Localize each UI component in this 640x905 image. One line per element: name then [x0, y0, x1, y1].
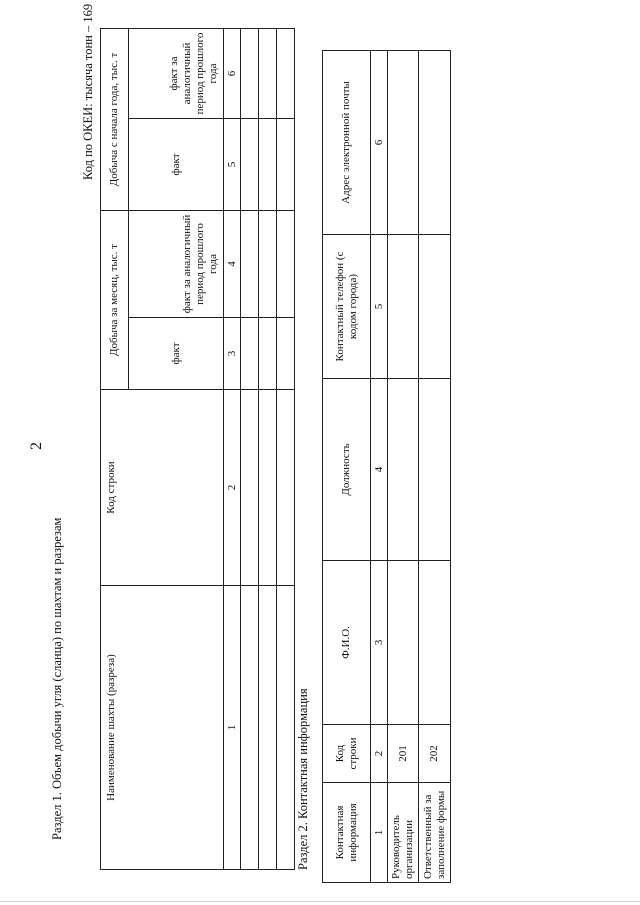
- header-row-code: Код строки: [101, 390, 224, 586]
- table-cell[interactable]: [259, 390, 277, 586]
- col-number-3: 3: [371, 561, 388, 725]
- table-cell[interactable]: [259, 119, 277, 211]
- table-cell[interactable]: [419, 379, 451, 561]
- header-month-fact: факт: [129, 318, 224, 390]
- header-fio: Ф.И.О.: [323, 561, 371, 725]
- table-cell[interactable]: [388, 379, 419, 561]
- row-label-responsible: Ответственный за заполнение формы: [419, 783, 451, 883]
- col-number-4: 4: [371, 379, 388, 561]
- table-cell[interactable]: [241, 586, 259, 870]
- col-number-6: 6: [224, 28, 241, 118]
- page-number: 2: [28, 442, 45, 450]
- header-email: Адрес электронной почты: [323, 51, 371, 235]
- table-cell[interactable]: [277, 119, 295, 211]
- table-cell[interactable]: [277, 28, 295, 118]
- okei-code: Код по ОКЕИ: тысяча тонн – 169: [81, 3, 95, 180]
- table-row: [241, 28, 259, 869]
- header-phone: Контактный телефон (с кодом города): [323, 235, 371, 379]
- col-number-2: 2: [371, 725, 388, 783]
- table-row: [259, 28, 277, 869]
- table-cell[interactable]: [241, 318, 259, 390]
- table-cell[interactable]: [241, 211, 259, 318]
- table-cell[interactable]: [277, 211, 295, 318]
- col-number-2: 2: [224, 390, 241, 586]
- col-number-1: 1: [371, 783, 388, 883]
- table-cell[interactable]: [419, 51, 451, 235]
- header-month-group: Добыча за месяц, тыс. т: [101, 211, 129, 390]
- section1-table: [100, 28, 295, 870]
- table-cell[interactable]: [241, 28, 259, 118]
- header-row-code: Код строки: [323, 725, 371, 783]
- header-ytd-fact: факт: [129, 119, 224, 211]
- col-number-5: 5: [371, 235, 388, 379]
- col-number-5: 5: [224, 119, 241, 211]
- header-contact-info: Контактная информация: [323, 783, 371, 883]
- section1-title: Раздел 1. Объем добычи угля (сланца) по шахтам и разрезам: [50, 517, 64, 840]
- table-cell[interactable]: [259, 28, 277, 118]
- header-position: Должность: [323, 379, 371, 561]
- header-month-prev-year: факт за аналогичный период прошлого года: [129, 211, 224, 318]
- row-code-202: 202: [419, 725, 451, 783]
- table-cell[interactable]: [259, 211, 277, 318]
- col-number-6: 6: [371, 51, 388, 235]
- table-cell[interactable]: [388, 235, 419, 379]
- row-code-201: 201: [388, 725, 419, 783]
- header-ytd-group: Добыча с начала года, тыс. т: [101, 28, 129, 210]
- table-row: [277, 28, 295, 869]
- col-number-4: 4: [224, 211, 241, 318]
- table-row: [419, 51, 451, 883]
- header-mine-name: Наименование шахты (разреза): [101, 586, 224, 870]
- table-cell[interactable]: [388, 51, 419, 235]
- table-row: [388, 51, 419, 883]
- table-cell[interactable]: [241, 390, 259, 586]
- col-number-1: 1: [224, 586, 241, 870]
- section2-title: Раздел 2. Контактная информация: [296, 688, 310, 870]
- section2-table: [322, 50, 451, 883]
- table-cell[interactable]: [277, 586, 295, 870]
- row-label-head: Руководитель организации: [388, 783, 419, 883]
- table-cell[interactable]: [419, 235, 451, 379]
- scan-edge-line: [0, 901, 640, 902]
- scan-edge: [0, 893, 640, 905]
- table-cell[interactable]: [419, 561, 451, 725]
- table-cell[interactable]: [241, 119, 259, 211]
- table-cell[interactable]: [277, 318, 295, 390]
- col-number-3: 3: [224, 318, 241, 390]
- table-cell[interactable]: [277, 390, 295, 586]
- header-ytd-prev-year: факт за аналогичный период прошлого года: [129, 28, 224, 118]
- table-cell[interactable]: [388, 561, 419, 725]
- table-cell[interactable]: [259, 586, 277, 870]
- table-cell[interactable]: [259, 318, 277, 390]
